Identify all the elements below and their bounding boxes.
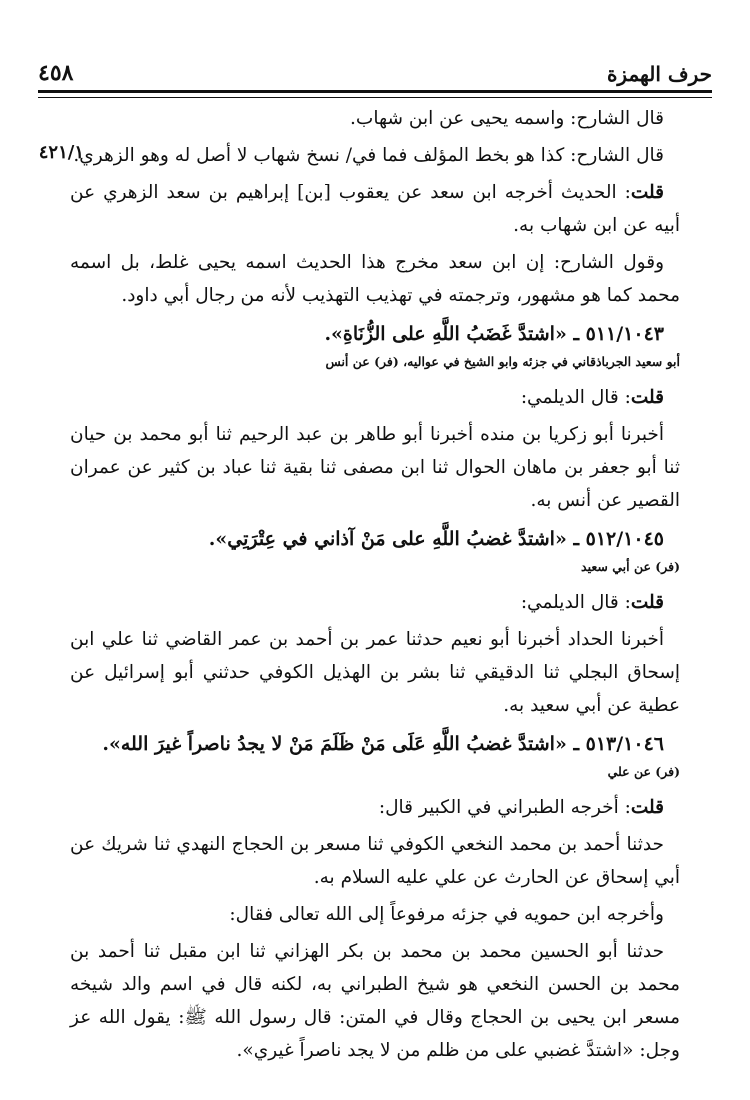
margin-reference: ٤٢١/١ [38,142,84,163]
paragraph: وأخرجه ابن حمويه في جزئه مرفوعاً إلى الله تعالى فقال: [229,904,664,925]
hadith-source: (فر) عن أبي سعيد [581,559,680,574]
qult-label: قلت [630,387,664,408]
page-number: ٤٥٨ [38,60,74,86]
paragraph: قال الشارح: واسمه يحيى عن ابن شهاب. [350,108,664,129]
header-rule [38,90,712,98]
qult-label: قلت [630,797,664,818]
paragraph: قال الشارح: كذا هو بخط المؤلف فما في/ نسخ شهاب لا أصل له وهو الزهري. [73,145,664,166]
paragraph: أخبرنا أبو زكريا بن منده أخبرنا أبو طاهر بن عبد الرحيم ثنا أبو محمد بن حيان ثنا أبو جعفر بن ماهان الحوال ثنا ابن مصفى ثنا بقية ثنا عباد بن كثير عن عمران القصير عن أنس به. [70,424,680,511]
paragraph: حدثنا أبو الحسين محمد بن محمد بن بكر الهزاني ثنا ابن مقبل ثنا أحمد بن محمد بن الحسن النخعي هو شيخ الطبراني به، لكنه قال في اسم والد شيخه مسعر ابن يحيى بن الحجاج وقال في المتن: قال رسول الله ﷺ: يقول الله عز وجل: «اشتدَّ غضبي على من ظلم من لا يجد ناصراً غيري». [70,941,680,1061]
page-body [70,102,680,1071]
hadith-source: (فر) عن علي [607,764,680,779]
qult-label: قلت [630,182,664,203]
paragraph: وقول الشارح: إن ابن سعد مخرج هذا الحديث اسمه يحيى غلط، بل اسمه محمد كما هو مشهور، وترجمته في تهذيب التهذيب لأنه من رجال أبي داود. [70,252,680,306]
qult-label: قلت [630,592,664,613]
paragraph: قلت: أخرجه الطبراني في الكبير قال: [378,797,664,818]
paragraph: أخبرنا الحداد أخبرنا أبو نعيم حدثنا عمر بن أحمد بن عمر القاضي ثنا علي ابن إسحاق البجلي ثنا الدقيقي ثنا بشر بن الهذيل الكوفي حدثني أبو إسرائيل عن عطية عن أبي سعيد به. [70,629,680,716]
paragraph: قلت: قال الديلمي: [520,387,664,408]
running-title: حرف الهمزة [606,62,712,86]
hadith-entry: ٥١٢/١٠٤٥ ـ «اشتدَّ غضبُ اللَّهِ على مَنْ آذاني في عِتْرَتِي». [208,528,664,550]
hadith-entry: ٥١٣/١٠٤٦ ـ «اشتدَّ غضبُ اللَّهِ عَلَى مَنْ ظَلَمَ مَنْ لا يجدُ ناصراً غيرَ الله». [102,733,664,755]
hadith-source: أبو سعيد الجرباذقاني في جزئه وابو الشيخ في عواليه، (فر) عن أنس [325,354,680,369]
hadith-entry: ٥١١/١٠٤٣ ـ «اشتدَّ غَضَبُ اللَّهِ على الزُّنَاةِ». [324,323,664,345]
paragraph: حدثنا أحمد بن محمد النخعي الكوفي ثنا مسعر بن الحجاج النهدي ثنا شريك عن أبي إسحاق عن الحارث عن علي عليه السلام به. [70,834,680,888]
page-header [38,56,712,86]
paragraph: قلت: الحديث أخرجه ابن سعد عن يعقوب [بن] إبراهيم بن سعد الزهري عن أبيه عن ابن شهاب به. [70,182,680,236]
paragraph: قلت: قال الديلمي: [520,592,664,613]
